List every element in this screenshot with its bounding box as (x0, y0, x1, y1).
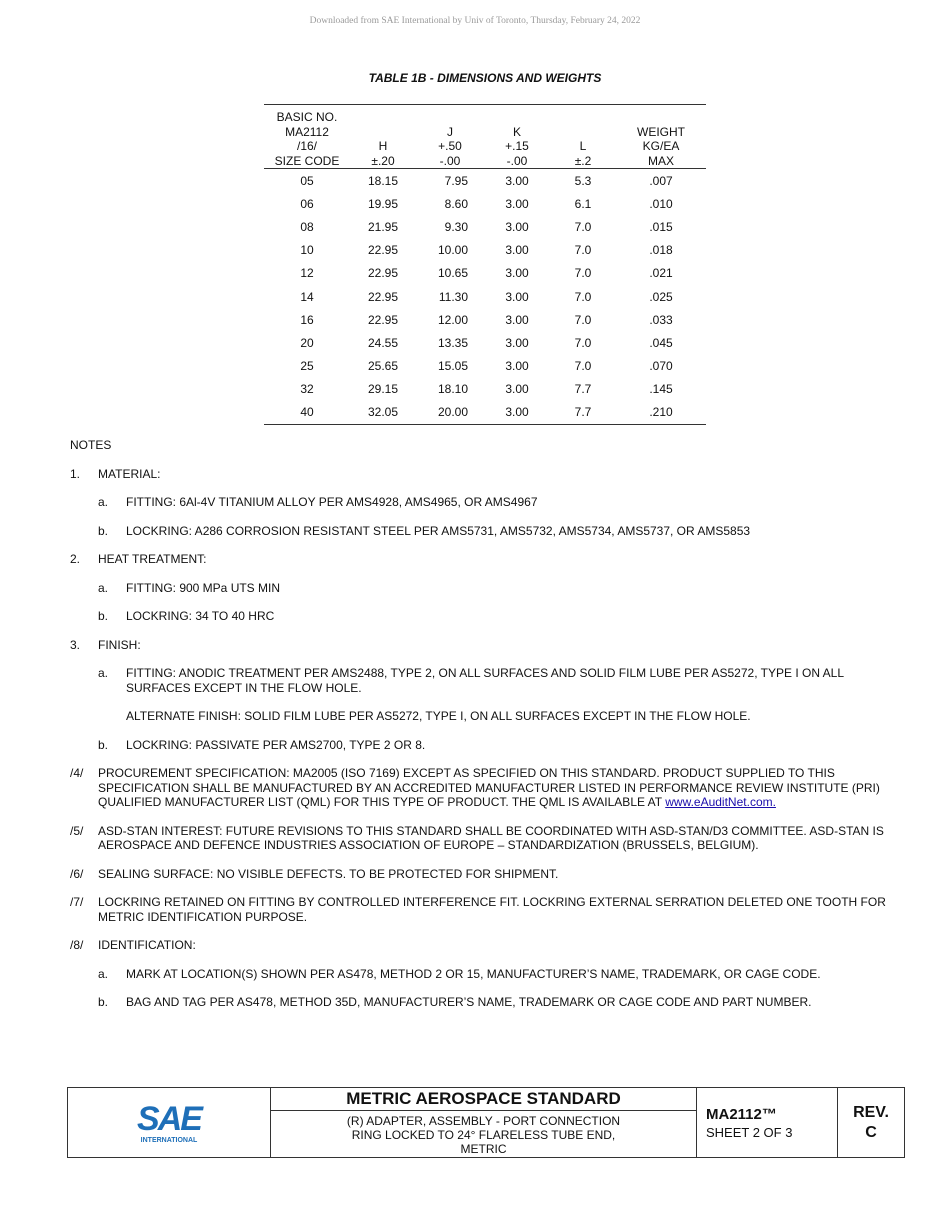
table-title: TABLE 1B - DIMENSIONS AND WEIGHTS (368, 71, 602, 85)
cell-k: 3.00 (505, 266, 529, 281)
dimensions-table (264, 104, 706, 425)
col-header-weight: WEIGHT KG/EA MAX (616, 105, 706, 169)
cell-k: 3.00 (505, 359, 529, 374)
cell-weight: .145 (649, 382, 673, 397)
sub-number: b. (98, 995, 109, 1009)
cell-size: 10 (300, 243, 314, 258)
cell-l: 7.0 (574, 266, 592, 281)
table-row (264, 215, 706, 238)
sub-text: FITTING: 900 MPa UTS MIN (126, 580, 281, 595)
cell-h: 22.95 (367, 289, 399, 304)
cell-weight: .025 (649, 289, 673, 304)
cell-size: 06 (300, 196, 314, 211)
note-text (98, 766, 900, 810)
logo-subtext: INTERNATIONAL (140, 1136, 198, 1144)
notes-heading: NOTES (70, 438, 112, 452)
note-number: 1. (70, 466, 81, 481)
eauditnet-link[interactable]: www.eAuditNet.com. (665, 795, 776, 809)
note-2a (98, 581, 900, 596)
cell-weight: .021 (649, 266, 673, 281)
cell-k: 3.00 (505, 196, 529, 211)
col-header-h: H ±.20 (350, 105, 416, 169)
table-row (264, 262, 706, 285)
note-number: 2. (70, 552, 81, 566)
cell-size: 12 (300, 266, 314, 281)
note-6 (70, 867, 900, 882)
col-header-basic-no: BASIC NO. MA2112 /16/ SIZE CODE (264, 105, 350, 169)
cell-size: 14 (300, 289, 314, 304)
standard-title: METRIC AEROSPACE STANDARD (271, 1088, 696, 1111)
cell-size: 08 (300, 219, 314, 234)
note-text: SEALING SURFACE: NO VISIBLE DEFECTS. TO BE PROTECTED FOR SHIPMENT. (98, 866, 559, 881)
note-text: LOCKRING RETAINED ON FITTING BY CONTROLLED INTERFERENCE FIT. LOCKRING EXTERNAL SERRATION DELETED ONE TOOTH FOR METRIC IDENTIFICATION PURPOSE. (98, 895, 886, 924)
logo-text: SAE (137, 1099, 201, 1138)
cell-h: 22.95 (367, 312, 399, 327)
sub-text: LOCKRING: PASSIVATE PER AMS2700, TYPE 2 OR 8. (126, 737, 426, 752)
cell-k: 3.00 (505, 335, 529, 350)
note-number: /7/ (70, 895, 84, 909)
cell-weight: .070 (649, 359, 673, 374)
table-row (264, 285, 706, 308)
note-7 (70, 895, 900, 924)
col-header-l: L ±.2 (550, 105, 616, 169)
rev-label: REV. (853, 1103, 889, 1121)
note-8 (70, 938, 900, 953)
cell-h: 22.95 (367, 266, 399, 281)
title-cell (271, 1088, 697, 1157)
cell-j: 13.35 (437, 335, 468, 350)
table-row (264, 378, 706, 401)
cell-h: 21.95 (367, 219, 399, 234)
cell-l: 7.0 (574, 289, 592, 304)
cell-k: 3.00 (505, 382, 529, 397)
sae-logo (129, 1100, 209, 1146)
cell-h: 19.95 (367, 196, 399, 211)
sub-text: MARK AT LOCATION(S) SHOWN PER AS478, METHOD 2 OR 15, MANUFACTURER’S NAME, TRADEMARK, OR CAGE CODE. (126, 966, 821, 981)
alternate-finish: ALTERNATE FINISH: SOLID FILM LUBE PER AS5272, TYPE I, ON ALL SURFACES EXCEPT IN THE FLOW HOLE. (126, 709, 751, 723)
table-row (264, 331, 706, 354)
note-text: ASD-STAN INTEREST: FUTURE REVISIONS TO THIS STANDARD SHALL BE COORDINATED WITH ASD-STAN/D3 COMMITTEE. ASD-STAN IS AEROSPACE AND DEFENCE INDUSTRIES ASSOCIATION OF EUROPE – STANDARDIZATION (BRUSSELS, BELGIUM). (98, 823, 884, 852)
note-3 (70, 638, 900, 653)
cell-j: 10.00 (437, 243, 468, 258)
note-number: 3. (70, 637, 81, 652)
note-4-body: PROCUREMENT SPECIFICATION: MA2005 (ISO 7169) EXCEPT AS SPECIFIED ON THIS STANDARD. PRODUCT SUPPLIED TO THIS SPECIFICATION SHALL BE MANUFACTURED BY AN ACCREDITED MANUFACTURER LISTED IN PERFORMANCE REVIEW INSTITUTE (PRI) QUALIFIED MANUFACTURER LIST (QML) FOR THIS TYPE OF PRODUCT. THE QML IS AVAILABLE AT (98, 766, 880, 809)
cell-l: 5.3 (574, 173, 592, 188)
note-text: IDENTIFICATION: (98, 938, 196, 952)
note-text: FINISH: (98, 637, 141, 652)
cell-size: 40 (264, 401, 350, 425)
title-block (67, 1087, 905, 1158)
note-3b (98, 738, 900, 753)
cell-j: 9.30 (444, 219, 468, 234)
cell-j: 8.60 (444, 196, 468, 211)
cell-k: 3.00 (505, 312, 529, 327)
note-8b (98, 995, 900, 1010)
cell-j: 7.95 (444, 173, 468, 188)
download-notice: Downloaded from SAE International by Univ of Toronto, Thursday, February 24, 2022 (309, 16, 641, 26)
note-number: /4/ (70, 766, 84, 780)
logo-cell (68, 1088, 271, 1157)
cell-size: 05 (300, 173, 314, 188)
sub-text: LOCKRING: 34 TO 40 HRC (126, 609, 275, 623)
cell-size: 25 (300, 359, 314, 374)
note-2 (70, 552, 900, 567)
table-row (264, 308, 706, 331)
cell-l: 7.0 (574, 219, 592, 234)
col-header-k: K +.15 -.00 (484, 105, 550, 169)
cell-size: 16 (300, 312, 314, 327)
cell-weight: .010 (649, 196, 673, 211)
table-header-row (264, 105, 706, 169)
cell-j: 12.00 (437, 312, 468, 327)
cell-weight: .018 (649, 243, 673, 258)
cell-k: 3.00 (505, 219, 529, 234)
cell-j: 11.30 (438, 289, 468, 304)
cell-k: 3.00 (505, 243, 529, 258)
note-4 (70, 766, 900, 810)
table-row (264, 169, 706, 193)
cell-j: 15.05 (437, 359, 468, 374)
table-row (264, 239, 706, 262)
note-5 (70, 824, 900, 853)
cell-h: 32.05 (350, 401, 416, 425)
part-number: MA2112™ (706, 1105, 777, 1123)
note-number: /5/ (70, 823, 84, 838)
cell-size: 20 (300, 335, 314, 350)
cell-weight: .007 (649, 173, 673, 188)
note-number: /8/ (70, 938, 84, 952)
cell-k: 3.00 (505, 173, 529, 188)
cell-l: 7.7 (550, 401, 616, 425)
cell-l: 7.0 (574, 243, 592, 258)
cell-k: 3.00 (484, 401, 550, 425)
sheet-number: SHEET 2 OF 3 (706, 1124, 793, 1140)
sub-number: a. (98, 495, 109, 509)
cell-h: 29.15 (367, 382, 399, 397)
note-text: HEAT TREATMENT: (98, 552, 207, 566)
cell-h: 24.55 (367, 335, 399, 350)
sub-number: a. (98, 966, 109, 981)
note-text: MATERIAL: (98, 466, 161, 481)
cell-l: 7.7 (574, 382, 592, 397)
cell-l: 7.0 (574, 312, 592, 327)
sub-text: BAG AND TAG PER AS478, METHOD 35D, MANUFACTURER’S NAME, TRADEMARK OR CAGE CODE AND PART NUMBER. (126, 995, 812, 1009)
sub-number: a. (98, 580, 109, 595)
cell-weight: .015 (649, 219, 673, 234)
cell-k: 3.00 (505, 289, 529, 304)
table-row (264, 355, 706, 378)
cell-j: 10.65 (437, 266, 468, 281)
note-1a (98, 495, 900, 510)
sub-text: FITTING: 6Al-4V TITANIUM ALLOY PER AMS4928, AMS4965, OR AMS4967 (126, 495, 538, 509)
cell-j: 18.10 (437, 382, 468, 397)
col-header-j: J +.50 -.00 (416, 105, 484, 169)
cell-j: 20.00 (416, 401, 484, 425)
cell-h: 18.15 (367, 173, 399, 188)
cell-h: 22.95 (367, 243, 399, 258)
sub-number: b. (98, 609, 109, 623)
cell-weight: .045 (649, 335, 673, 350)
revision-cell (838, 1088, 904, 1157)
part-number-cell (697, 1088, 838, 1157)
note-8a (98, 967, 900, 982)
notes-section (70, 438, 900, 1024)
sub-number: b. (98, 737, 109, 752)
sub-text: LOCKRING: A286 CORROSION RESISTANT STEEL PER AMS5731, AMS5732, AMS5734, AMS5737, OR AMS5853 (126, 523, 751, 538)
note-1b (98, 524, 900, 539)
note-2b (98, 609, 900, 624)
cell-weight: .033 (649, 312, 673, 327)
cell-l: 7.0 (574, 335, 592, 350)
sub-number: b. (98, 523, 109, 538)
table-row (264, 401, 706, 425)
cell-h: 25.65 (367, 359, 399, 374)
cell-l: 7.0 (574, 359, 592, 374)
note-3a (98, 666, 900, 695)
sub-text: FITTING: ANODIC TREATMENT PER AMS2488, TYPE 2, ON ALL SURFACES AND SOLID FILM LUBE PER AS5272, TYPE I ON ALL SURFACES EXCEPT IN THE FLOW HOLE. (126, 666, 844, 695)
cell-size: 32 (300, 382, 314, 397)
sub-number: a. (98, 666, 109, 680)
cell-weight: .210 (616, 401, 706, 425)
part-description: (R) ADAPTER, ASSEMBLY - PORT CONNECTION RING LOCKED TO 24° FLARELESS TUBE END, METRIC (346, 1114, 621, 1156)
note-1 (70, 467, 900, 482)
table-row (264, 192, 706, 215)
cell-l: 6.1 (574, 196, 592, 211)
rev-value: C (865, 1123, 877, 1141)
note-number: /6/ (70, 866, 84, 881)
